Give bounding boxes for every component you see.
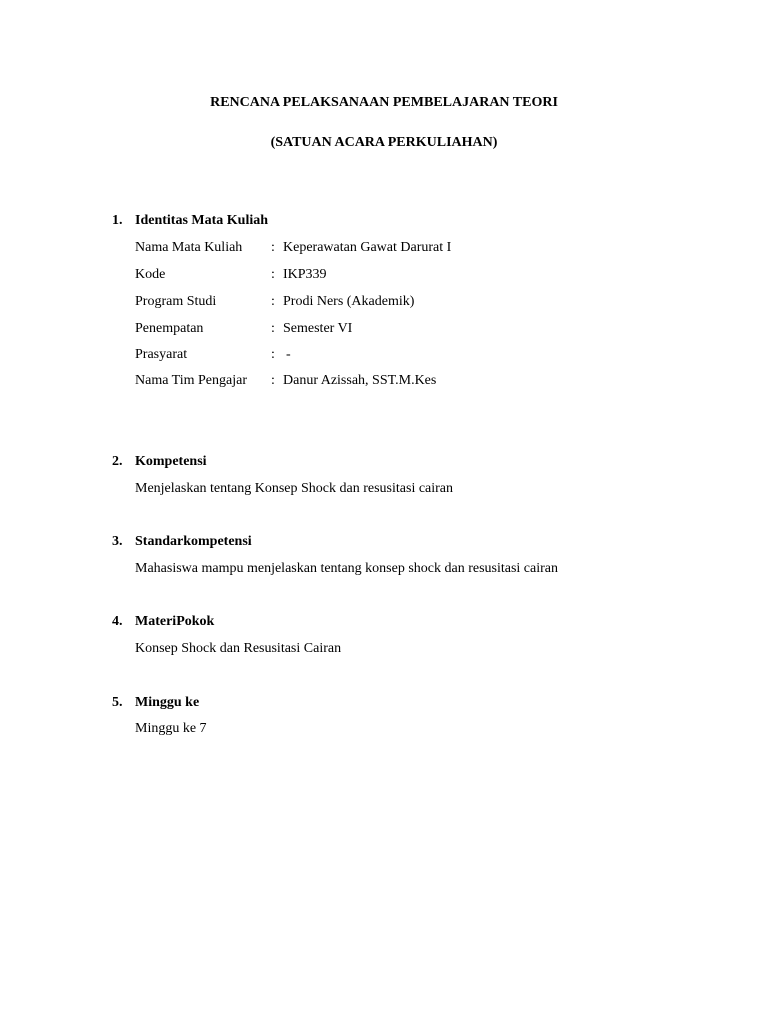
section-number: 1. xyxy=(112,213,123,228)
field-label: Nama Tim Pengajar xyxy=(135,373,247,388)
section-heading: Kompetensi xyxy=(135,454,207,469)
document-title: RENCANA PELAKSANAAN PEMBELAJARAN TEORI xyxy=(210,95,558,110)
field-label: Prasyarat xyxy=(135,347,188,362)
field-label: Penempatan xyxy=(135,321,204,336)
field-row-nama-mata-kuliah xyxy=(135,239,655,257)
field-value: Keperawatan Gawat Darurat I xyxy=(283,240,452,255)
field-value: Semester VI xyxy=(283,321,353,336)
section-number: 5. xyxy=(112,695,123,710)
field-row-prasyarat xyxy=(135,346,655,364)
field-row-kode xyxy=(135,266,655,284)
section-heading: MateriPokok xyxy=(135,614,215,629)
field-label: Kode xyxy=(135,267,166,282)
field-separator: : xyxy=(271,240,275,255)
section-number: 2. xyxy=(112,454,123,469)
field-separator: : xyxy=(271,294,275,309)
field-separator: : xyxy=(271,267,275,282)
section-number: 3. xyxy=(112,534,123,549)
section-body: Menjelaskan tentang Konsep Shock dan resusitasi cairan xyxy=(135,481,454,496)
section-body: Konsep Shock dan Resusitasi Cairan xyxy=(135,641,342,656)
field-label: Program Studi xyxy=(135,294,217,309)
section-number: 4. xyxy=(112,614,123,629)
section-body: Minggu ke 7 xyxy=(135,721,207,736)
field-label: Nama Mata Kuliah xyxy=(135,240,243,255)
section-heading: Minggu ke xyxy=(135,695,200,710)
field-row-penempatan xyxy=(135,320,655,338)
section-heading: Standarkompetensi xyxy=(135,534,252,549)
field-separator: : xyxy=(271,321,275,336)
field-value: IKP339 xyxy=(283,267,327,282)
section-heading: Identitas Mata Kuliah xyxy=(135,213,269,228)
field-separator: : xyxy=(271,373,275,388)
field-row-program-studi xyxy=(135,293,655,311)
field-row-nama-tim-pengajar xyxy=(135,372,655,390)
document-subtitle: (SATUAN ACARA PERKULIAHAN) xyxy=(270,135,498,150)
section-body: Mahasiswa mampu menjelaskan tentang konsep shock dan resusitasi cairan xyxy=(135,561,558,576)
field-separator: : xyxy=(271,347,275,362)
field-value: Prodi Ners (Akademik) xyxy=(283,294,415,309)
field-value: - xyxy=(286,347,291,362)
field-value: Danur Azissah, SST.M.Kes xyxy=(283,373,437,388)
